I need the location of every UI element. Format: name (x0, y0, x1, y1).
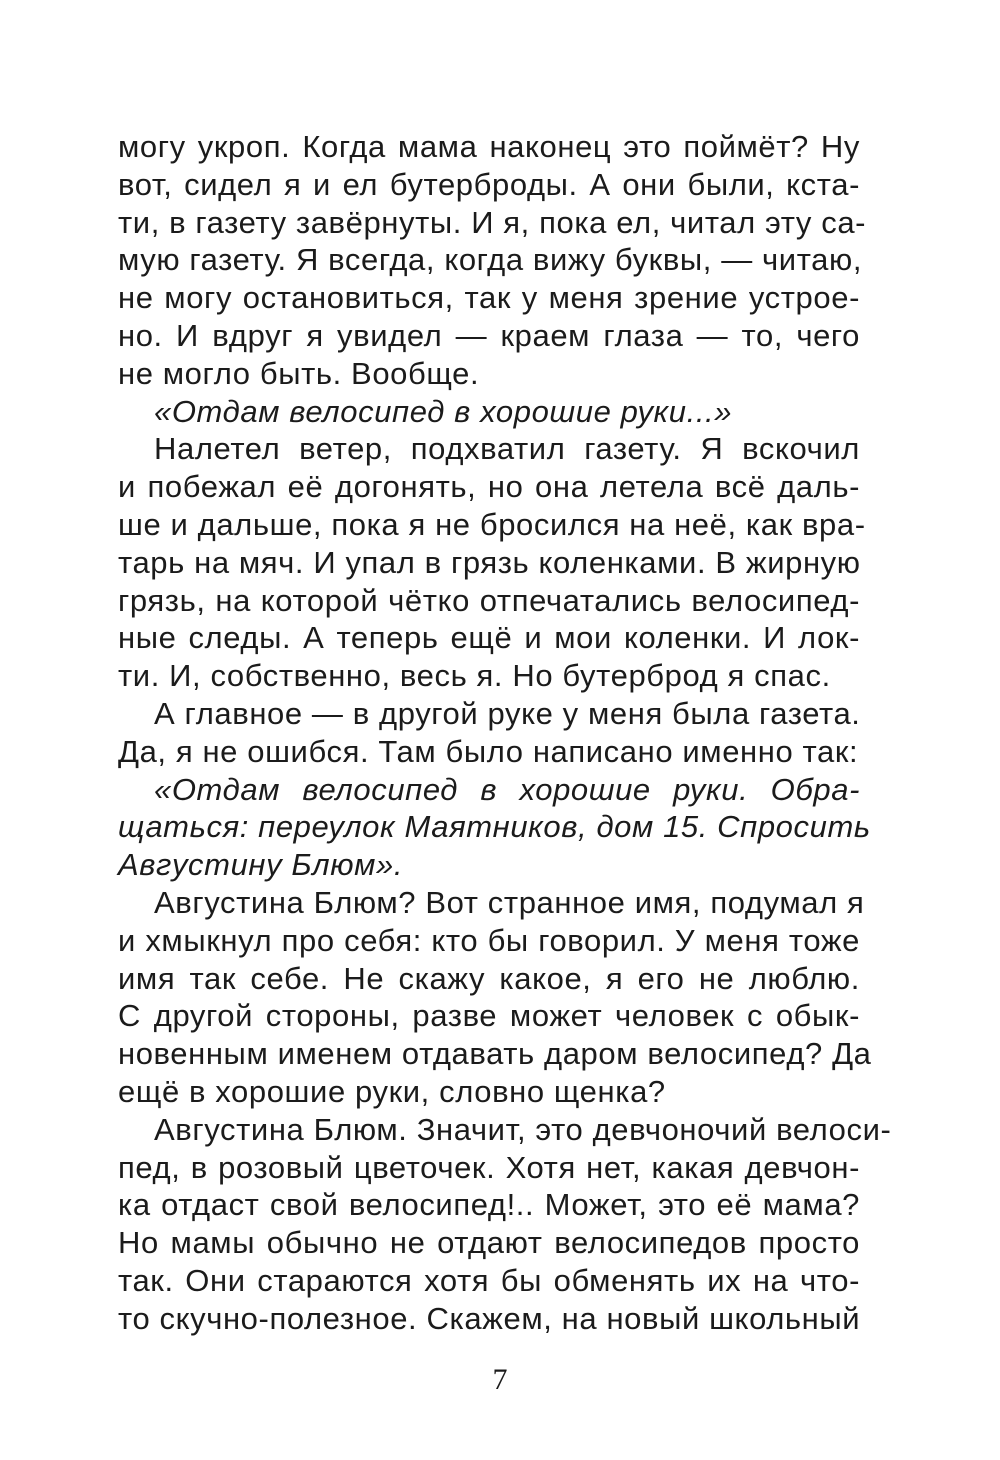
text-line: вот, сидел я и ел бутерброды. А они были, кста- (118, 166, 860, 202)
text-line: и хмыкнул про себя: кто бы говорил. У меня тоже (118, 922, 860, 958)
page-number: 7 (492, 1363, 508, 1396)
text-line: ка отдаст свой велосипед!.. Может, это её мама? (118, 1187, 860, 1223)
text-line: грязь, на которой чётко отпечатались велосипед- (118, 582, 860, 618)
text-line: и побежал её догонять, но она летела всё даль- (118, 469, 860, 505)
text-line: Но мамы обычно не отдают велосипедов просто (118, 1225, 860, 1261)
text-line: ные следы. А теперь ещё и мои коленки. И лок- (118, 620, 860, 656)
text-line: ти, в газету завёрнуты. И я, пока ел, читал эту са- (118, 204, 867, 240)
text-line: не могло быть. Вообще. (118, 355, 480, 391)
text-line: имя так себе. Не скажу какое, я его не люблю. (118, 960, 860, 996)
page-text (118, 128, 892, 1338)
text-line: ше и дальше, пока я не бросился на неё, как вра- (118, 506, 866, 542)
quote-line: «Отдам велосипед в хорошие руки...» (154, 393, 733, 429)
text-line: то скучно-полезное. Скажем, на новый школьный (118, 1300, 861, 1336)
text-line: А главное — в другой руке у меня была газета. (154, 695, 861, 731)
text-line: пед, в розовый цветочек. Хотя нет, какая девчон- (118, 1149, 860, 1185)
quote-line: «Отдам велосипед в хорошие руки. Обра- (154, 771, 860, 807)
text-line: ти. И, собственно, весь я. Но бутерброд я спас. (118, 658, 831, 694)
quote-line: щаться: переулок Маятников, дом 15. Спросить (118, 809, 871, 845)
text-line: новенным именем отдавать даром велосипед? Да (118, 1036, 872, 1072)
text-line: Налетел ветер, подхватил газету. Я вскочил (154, 431, 860, 467)
text-line: тарь на мяч. И упал в грязь коленками. В жирную (118, 544, 861, 580)
quote-line: Августину Блюм». (118, 847, 404, 883)
text-line: но. И вдруг я увидел — краем глаза — то, чего (118, 317, 860, 353)
text-line: Да, я не ошибся. Там было написано именно так: (118, 733, 859, 769)
text-line: С другой стороны, разве может человек с обык- (118, 998, 860, 1034)
text-line: ещё в хорошие руки, словно щенка? (118, 1073, 666, 1109)
text-line: мую газету. Я всегда, когда вижу буквы, — читаю, (118, 242, 863, 278)
text-line: могу укроп. Когда мама наконец это поймёт? Ну (118, 129, 860, 164)
text-line: Августина Блюм? Вот странное имя, подумал я (154, 884, 865, 920)
text-line: не могу остановиться, так у меня зрение устрое- (118, 280, 860, 316)
text-line: так. Они стараются хотя бы обменять их на что- (118, 1262, 860, 1298)
text-line: Августина Блюм. Значит, это девчоночий велоси- (154, 1111, 892, 1147)
